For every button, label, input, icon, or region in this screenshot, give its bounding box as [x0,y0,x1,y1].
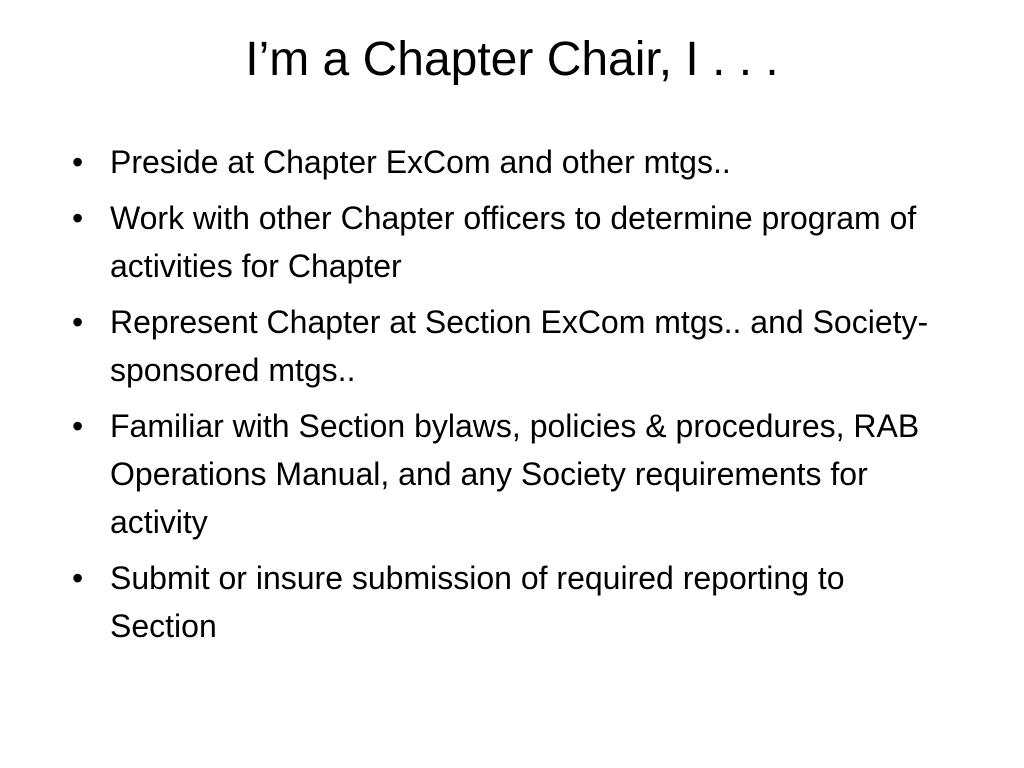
list-item [72,554,952,650]
list-item [72,298,952,394]
bullet-icon: • [72,304,84,340]
list-item [72,194,952,290]
list-item [72,402,952,546]
bullet-icon: • [72,200,84,236]
bullet-text: Familiar with Section bylaws, policies & procedures, RAB Operations Manual, and any Society requirements for activity [110,408,920,540]
bullet-icon: • [72,560,84,596]
bullet-text: Represent Chapter at Section ExCom mtgs.. and Society-sponsored mtgs.. [110,304,929,388]
bullet-text: Submit or insure submission of required reporting to Section [110,560,845,644]
bullet-list [72,138,952,658]
list-item [72,138,952,186]
slide-title: I’m a Chapter Chair, I . . . [245,33,779,86]
bullet-icon: • [72,144,84,180]
bullet-text: Preside at Chapter ExCom and other mtgs.. [110,144,731,180]
bullet-text: Work with other Chapter officers to determine program of activities for Chapter [110,200,917,284]
bullet-icon: • [72,408,84,444]
